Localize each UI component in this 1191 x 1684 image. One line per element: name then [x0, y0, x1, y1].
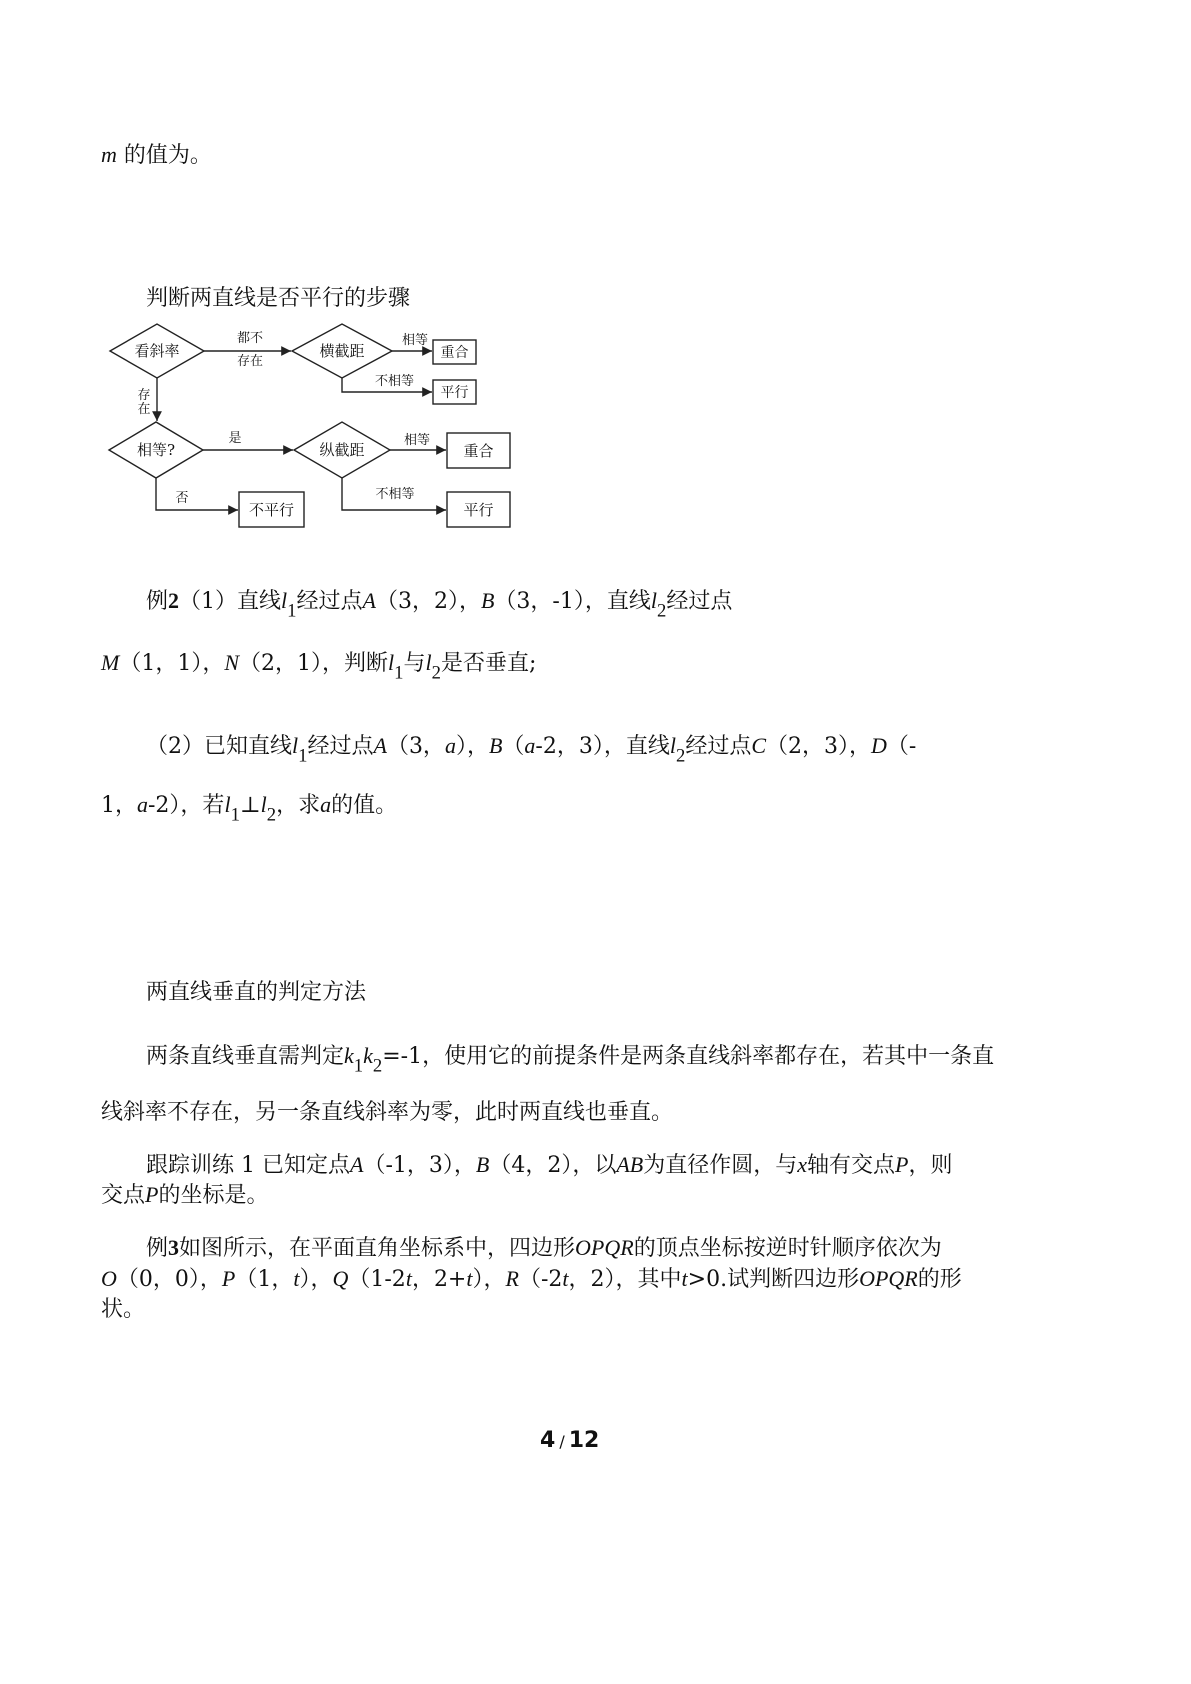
text: （1）直线 — [179, 589, 282, 614]
var-l: l — [388, 650, 395, 675]
intro-line — [101, 140, 212, 171]
subscript: 1 — [230, 804, 240, 826]
box-coincide-bottom-label: 重合 — [463, 442, 494, 460]
label-exists-1: 存 — [137, 388, 151, 403]
text: ，2+ — [411, 1267, 467, 1292]
var-M: M — [101, 650, 120, 675]
text: （3，-1），直线 — [494, 589, 651, 614]
text: （2，1），判断 — [239, 651, 389, 676]
page-current: 4 — [540, 1428, 556, 1453]
text: 经过点 — [296, 589, 363, 614]
example-label: 例 — [146, 1236, 169, 1261]
var-B: B — [488, 733, 503, 758]
example3-line2 — [101, 1264, 962, 1295]
var-t: t — [681, 1266, 688, 1291]
text: -2，3），直线 — [535, 734, 670, 759]
text: 的值。 — [331, 793, 398, 818]
var-t: t — [562, 1266, 569, 1291]
text: 经过点 — [685, 734, 752, 759]
text: ，求 — [276, 793, 321, 818]
example2-part2-line2 — [101, 790, 398, 826]
arrow-equal-to-not-parallel — [156, 478, 238, 510]
label-neither-exists-1: 都不 — [236, 331, 264, 346]
text: （-2 — [518, 1267, 563, 1292]
var-m: m — [101, 142, 117, 167]
text: （1，1）， — [119, 651, 225, 676]
text: 与 — [403, 651, 426, 676]
text: （- — [886, 734, 917, 759]
page-total: 12 — [568, 1428, 600, 1453]
text: 经过点 — [307, 734, 374, 759]
perp-method-heading: 两直线垂直的判定方法 — [146, 980, 367, 1005]
var-R: R — [505, 1266, 519, 1291]
var-l: l — [224, 792, 231, 817]
var-a: a — [137, 792, 148, 817]
text: 轴有交点 — [807, 1153, 896, 1178]
subscript: 1 — [394, 662, 404, 684]
text: 如图所示，在平面直角坐标系中，四边形 — [179, 1236, 576, 1261]
var-k: k — [363, 1043, 373, 1068]
subscript: 2 — [656, 600, 667, 622]
diamond-y-intercept-label: 纵截距 — [319, 441, 365, 459]
flowchart-title: 判断两直线是否平行的步骤 — [146, 286, 411, 311]
var-B: B — [475, 1152, 490, 1177]
example2-part2-line1 — [146, 731, 917, 767]
label-not-equal-top: 不相等 — [375, 374, 415, 389]
text: 两条直线垂直需判定 — [146, 1044, 345, 1069]
page-number — [540, 1428, 599, 1453]
subscript: 2 — [675, 745, 686, 767]
subscript: 2 — [431, 662, 441, 684]
subscript: 1 — [353, 1055, 364, 1077]
label-yes: 是 — [228, 431, 242, 446]
label-not-equal-bottom: 不相等 — [375, 487, 415, 502]
subscript: 1 — [298, 745, 308, 767]
example2-part1-line2 — [101, 648, 537, 684]
diamond-slope-label: 看斜率 — [134, 342, 180, 360]
var-t: t — [466, 1266, 473, 1291]
var-a: a — [524, 733, 536, 758]
text: 的坐标是。 — [158, 1183, 269, 1208]
diamond-equal-label: 相等? — [136, 441, 176, 459]
text: ）， — [299, 1267, 333, 1292]
text: 1， — [101, 793, 137, 818]
var-k: k — [344, 1043, 354, 1068]
var-Q: Q — [332, 1266, 349, 1291]
text: -2），若 — [148, 793, 225, 818]
var-OPQR: OPQR — [575, 1235, 634, 1260]
text: =-1，使用它的前提条件是两条直线斜率都存在，若其中一条直 — [382, 1044, 995, 1069]
label-equal-top: 相等 — [402, 333, 429, 348]
text: 的形 — [917, 1267, 962, 1292]
parallel-flowchart — [100, 318, 530, 540]
var-a: a — [444, 733, 456, 758]
example-number: 3 — [168, 1235, 180, 1260]
text: （3， — [386, 734, 445, 759]
text: （-1，3）， — [363, 1153, 476, 1178]
page-separator: / — [559, 1432, 565, 1451]
var-A: A — [362, 588, 376, 613]
var-B: B — [480, 588, 495, 613]
var-t: t — [405, 1266, 412, 1291]
example-label: 例 — [146, 589, 169, 614]
var-A: A — [373, 733, 387, 758]
var-l: l — [650, 588, 657, 613]
text: （2，3）， — [766, 734, 872, 759]
subscript: 2 — [372, 1055, 383, 1077]
label-neither-exists-2: 存在 — [236, 354, 264, 369]
text: ，2），其中 — [568, 1267, 682, 1292]
example2-part1-line1 — [146, 586, 733, 622]
text: >0.试判断四边形 — [687, 1267, 860, 1292]
text: ）， — [455, 734, 489, 759]
text: （4，2），以 — [489, 1153, 617, 1178]
perpendicular-symbol: ⊥ — [239, 793, 261, 818]
perp-method-line1 — [146, 1041, 995, 1077]
var-A: A — [349, 1152, 364, 1177]
var-P: P — [145, 1182, 159, 1207]
var-l: l — [292, 733, 299, 758]
var-N: N — [224, 650, 240, 675]
example-number: 2 — [168, 588, 180, 613]
text: （3，2）， — [375, 589, 481, 614]
var-x: x — [797, 1152, 807, 1177]
text: 是否垂直; — [440, 651, 537, 676]
box-parallel-bottom-label: 平行 — [463, 501, 494, 519]
example3-line3: 状。 — [101, 1297, 146, 1322]
box-coincide-top-label: 重合 — [440, 345, 469, 361]
var-O: O — [101, 1266, 117, 1291]
example3-line1 — [146, 1233, 942, 1264]
text: 交点 — [101, 1183, 146, 1208]
diamond-x-intercept-label: 横截距 — [319, 342, 365, 360]
text: （ — [502, 734, 525, 759]
text: （1-2 — [348, 1267, 406, 1292]
text: 跟踪训练 1 已知定点 — [146, 1153, 350, 1178]
text: ）， — [472, 1267, 506, 1292]
text: （1， — [235, 1267, 294, 1292]
var-l: l — [425, 650, 432, 675]
var-P: P — [221, 1266, 236, 1291]
text: ，则 — [908, 1153, 953, 1178]
practice1-line2 — [101, 1180, 268, 1211]
text: 经过点 — [666, 589, 733, 614]
label-exists-2: 在 — [137, 402, 151, 417]
text: 为直径作圆，与 — [643, 1153, 798, 1178]
box-not-parallel-label: 不平行 — [248, 501, 295, 519]
perp-method-line2: 线斜率不存在，另一条直线斜率为零，此时两直线也垂直。 — [101, 1100, 674, 1125]
var-AB: AB — [616, 1152, 644, 1177]
intro-text: 的值为。 — [123, 143, 212, 168]
var-a: a — [320, 792, 332, 817]
subscript: 2 — [266, 804, 277, 826]
text: （0，0）， — [116, 1267, 222, 1292]
var-t: t — [293, 1266, 300, 1291]
text: 的顶点坐标按逆时针顺序依次为 — [633, 1236, 942, 1261]
var-C: C — [751, 733, 767, 758]
practice1-line1 — [146, 1150, 952, 1181]
subscript: 1 — [287, 600, 297, 622]
var-P: P — [895, 1152, 909, 1177]
var-D: D — [871, 733, 887, 758]
var-l: l — [281, 588, 288, 613]
text: （2）已知直线 — [146, 734, 292, 759]
var-l: l — [260, 792, 267, 817]
label-no: 否 — [175, 491, 189, 506]
var-l: l — [669, 733, 676, 758]
var-OPQR: OPQR — [859, 1266, 918, 1291]
box-parallel-top-label: 平行 — [440, 385, 469, 401]
label-equal-bottom: 相等 — [403, 433, 431, 448]
